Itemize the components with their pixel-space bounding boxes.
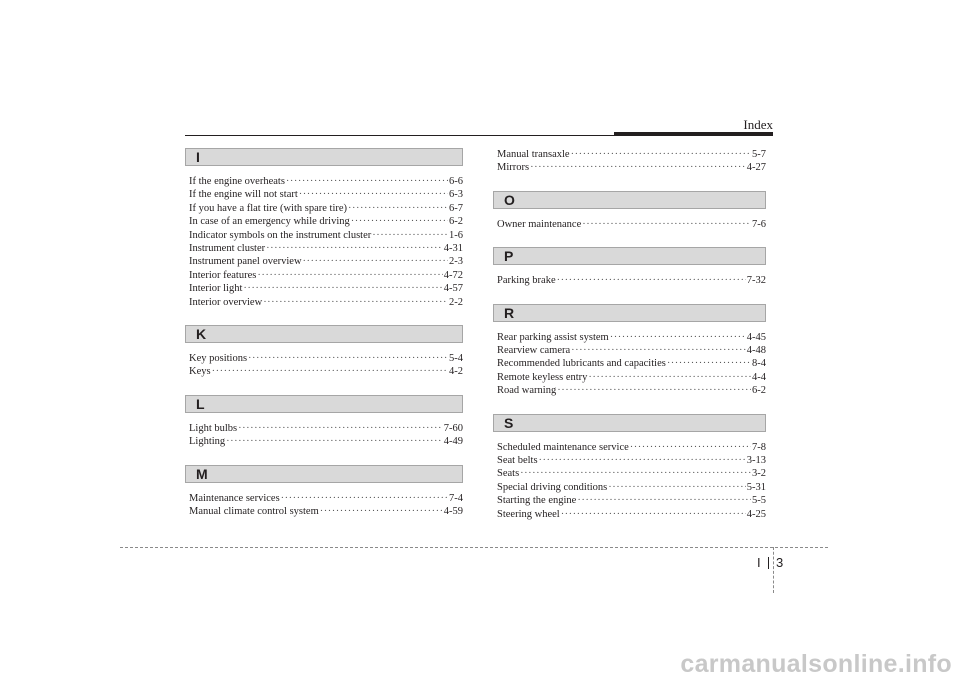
index-entry (497, 494, 766, 507)
index-entry (497, 481, 766, 494)
dot-leader (243, 282, 442, 295)
index-entry (497, 161, 766, 174)
dot-leader (608, 481, 746, 494)
index-entry-label: Lighting (189, 436, 226, 448)
index-entry (189, 215, 463, 228)
index-entry-page: 4-4 (752, 371, 766, 383)
index-entry-page: 1-6 (449, 229, 463, 241)
index-entry (497, 274, 766, 287)
index-entry-page: 8-4 (752, 358, 766, 370)
section-header-o: O (493, 191, 766, 209)
index-column-left (185, 148, 463, 535)
section-header-r: R (493, 304, 766, 322)
index-entry (189, 188, 463, 201)
section-entries (189, 175, 463, 309)
index-entry-label: Instrument panel overview (189, 256, 302, 268)
dot-leader (557, 384, 751, 397)
index-entry (189, 255, 463, 268)
dot-leader (577, 494, 751, 507)
dot-leader (348, 202, 448, 215)
index-entry (189, 202, 463, 215)
dot-leader (226, 435, 443, 448)
index-entry-label: Remote keyless entry (497, 371, 588, 383)
index-entry-page: 5-31 (746, 481, 766, 493)
index-entry-label: Instrument cluster (189, 243, 266, 255)
index-entry-page: 6-2 (752, 385, 766, 397)
index-entry-page: 7-8 (752, 441, 766, 453)
index-entry (497, 148, 766, 161)
index-entry-page: 4-25 (746, 508, 766, 520)
index-entry-page: 2-2 (449, 296, 463, 308)
index-entry-label: Manual climate control system (189, 506, 319, 518)
section-entries (497, 441, 766, 521)
index-entry-page: 4-59 (443, 506, 463, 518)
dot-leader (571, 148, 751, 161)
index-entry (189, 269, 463, 282)
index-entry (189, 422, 463, 435)
section-entries (497, 331, 766, 398)
dot-leader (530, 161, 746, 174)
section-entries (189, 492, 463, 519)
index-entry-label: Scheduled maintenance service (497, 441, 629, 453)
index-entry-page: 7-4 (449, 492, 463, 504)
index-entry (497, 454, 766, 467)
index-entry-page: 6-3 (449, 189, 463, 201)
dot-leader (582, 218, 751, 231)
index-entry-label: Key positions (189, 353, 248, 365)
index-entry-label: Owner maintenance (497, 218, 582, 230)
index-entry-label: Recommended lubricants and capacities (497, 358, 666, 370)
index-entry-label: Seat belts (497, 455, 538, 467)
dot-leader (266, 242, 443, 255)
section-entries-continued (497, 148, 766, 175)
index-entry-page: 4-57 (443, 283, 463, 295)
section-header-m: M (185, 465, 463, 483)
index-entry-label: Rearview camera (497, 345, 571, 357)
section-header-i: I (185, 148, 463, 166)
index-entry-page: 6-6 (449, 176, 463, 187)
index-entry-page: 4-31 (443, 243, 463, 255)
dot-leader (630, 441, 751, 454)
index-entry-page: 4-2 (449, 366, 463, 378)
index-entry (497, 344, 766, 357)
index-entry (189, 296, 463, 309)
header-rule-accent (614, 132, 773, 136)
index-entry-page: 4-45 (746, 331, 766, 343)
index-entry-label: Mirrors (497, 162, 530, 174)
index-entry-page: 6-7 (449, 202, 463, 214)
index-entry (497, 218, 766, 231)
index-entry (189, 435, 463, 448)
index-entry (189, 492, 463, 505)
index-entry-page: 5-7 (752, 149, 766, 160)
index-entry-label: Parking brake (497, 275, 556, 287)
index-entry (189, 242, 463, 255)
index-entry-label: Interior features (189, 269, 257, 281)
index-entry-page: 6-2 (449, 216, 463, 228)
index-entry-page: 3-2 (752, 468, 766, 480)
index-entry-page: 5-4 (449, 353, 463, 365)
dot-leader (238, 422, 443, 435)
index-entry (189, 505, 463, 518)
section-entries (497, 274, 766, 287)
dot-leader (351, 215, 448, 228)
section-entries (189, 422, 463, 449)
index-entry (497, 508, 766, 521)
index-entry-label: Interior light (189, 283, 243, 295)
index-entry (189, 229, 463, 242)
index-entry-page: 7-60 (443, 422, 463, 434)
dot-leader (263, 296, 448, 309)
dot-leader (281, 492, 448, 505)
index-entry-label: Light bulbs (189, 422, 238, 434)
dot-leader (667, 357, 751, 370)
dot-leader (303, 255, 448, 268)
index-entry-label: In case of an emergency while driving (189, 216, 350, 228)
dot-leader (588, 371, 751, 384)
dot-leader (610, 331, 746, 344)
dot-leader (257, 269, 442, 282)
index-entry (189, 282, 463, 295)
watermark: carmanualsonline.info (680, 650, 952, 678)
index-entry-label: Special driving conditions (497, 481, 608, 493)
dot-leader (299, 188, 448, 201)
index-entry-label: If you have a flat tire (with spare tire) (189, 202, 348, 214)
index-entry-page: 5-5 (752, 495, 766, 507)
index-entry-page: 7-6 (752, 218, 766, 230)
section-header-p: P (493, 247, 766, 265)
index-entry-page: 4-49 (443, 436, 463, 448)
index-entry-label: Maintenance services (189, 492, 280, 504)
index-entry-label: Starting the engine (497, 495, 577, 507)
index-entry-label: Seats (497, 468, 520, 480)
section-header-k: K (185, 325, 463, 343)
section-entries (497, 218, 766, 231)
index-entry (189, 352, 463, 365)
index-entry-label: Indicator symbols on the instrument cluster (189, 229, 372, 241)
index-entry-label: If the engine will not start (189, 189, 298, 201)
dot-leader (286, 175, 448, 188)
index-entry (189, 175, 463, 188)
index-column-right (493, 148, 766, 537)
dot-leader (539, 454, 746, 467)
dot-leader (557, 274, 746, 287)
index-entry (189, 365, 463, 378)
dot-leader (520, 467, 751, 480)
dot-leader (372, 229, 448, 242)
index-entry-label: If the engine overheats (189, 176, 285, 187)
index-entry-page: 4-48 (746, 345, 766, 357)
index-entry-label: Steering wheel (497, 508, 560, 520)
page-number: 3 (776, 555, 784, 570)
page-chapter: I (757, 555, 761, 570)
page-header-title: Index (743, 117, 773, 132)
dot-leader (212, 365, 448, 378)
dot-leader (248, 352, 448, 365)
index-entry (497, 441, 766, 454)
dot-leader (561, 508, 746, 521)
index-entry (497, 357, 766, 370)
index-entry-label: Road warning (497, 385, 557, 397)
dot-leader (320, 505, 443, 518)
index-entry-label: Keys (189, 366, 211, 378)
footer-vertical-rule (773, 547, 774, 593)
index-entry (497, 331, 766, 344)
index-entry-page: 4-72 (443, 269, 463, 281)
index-entry (497, 371, 766, 384)
index-entry-page: 3-13 (746, 455, 766, 467)
index-entry-label: Interior overview (189, 296, 263, 308)
page-number-separator (768, 557, 769, 569)
index-entry (497, 384, 766, 397)
section-entries (189, 352, 463, 379)
index-entry-page: 4-27 (746, 162, 766, 174)
dot-leader (571, 344, 746, 357)
index-entry-page: 7-32 (746, 275, 766, 287)
section-header-s: S (493, 414, 766, 432)
footer-dashed-rule (120, 547, 828, 548)
index-entry-page: 2-3 (449, 256, 463, 268)
index-entry-label: Rear parking assist system (497, 331, 609, 343)
index-entry-label: Manual transaxle (497, 149, 570, 160)
index-entry (497, 467, 766, 480)
section-header-l: L (185, 395, 463, 413)
